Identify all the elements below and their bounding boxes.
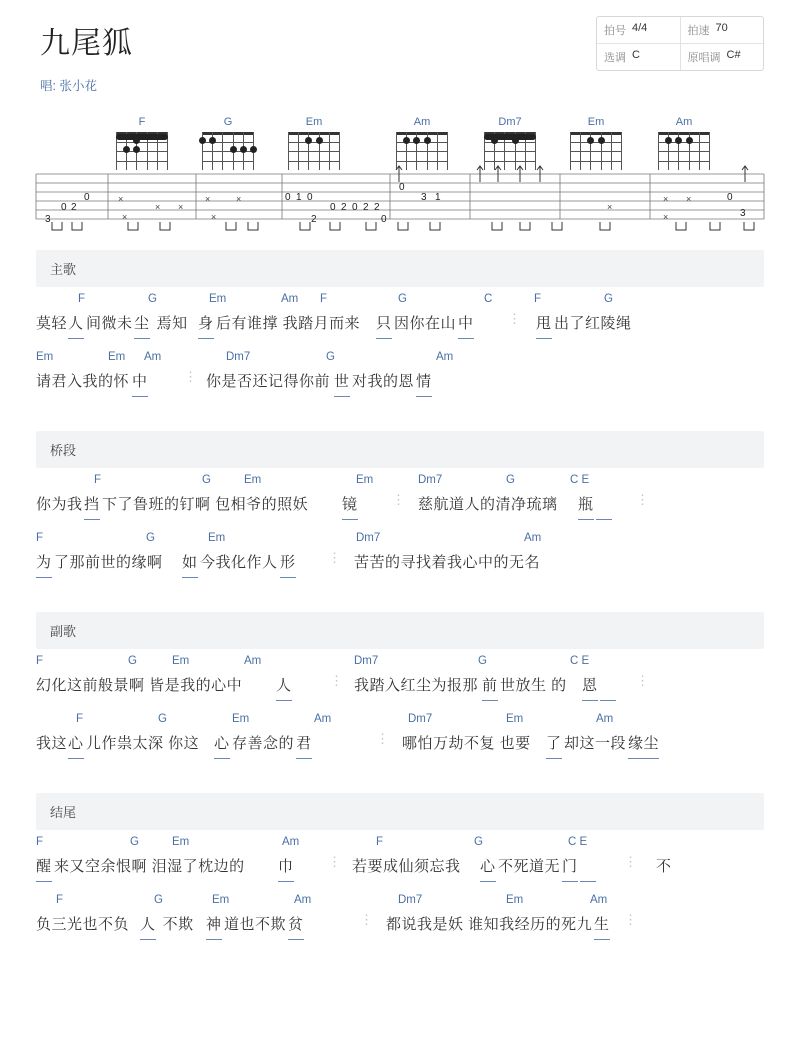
chord-label[interactable]: Am: [314, 713, 332, 725]
chord-label[interactable]: Am: [294, 894, 312, 906]
finger-dot: [250, 146, 257, 153]
finger-dot: [686, 137, 693, 144]
lyric-text: 门: [562, 854, 578, 882]
tab-mute-mark: ×: [122, 212, 128, 222]
rhythm-mark: [330, 222, 340, 230]
lyric-row: [36, 311, 764, 337]
tab-mute-mark: ×: [663, 194, 669, 204]
lyric-row: [36, 673, 764, 699]
lyric-text: 都说我是妖 谁知我经历的死九: [386, 916, 593, 933]
lyric-text: 人: [68, 311, 84, 339]
lyric-text: 巾: [278, 854, 294, 882]
tab-number: 0: [285, 192, 291, 203]
lyric-text: 神: [206, 912, 222, 940]
lyric-text: [580, 854, 596, 882]
rhythm-mark: [552, 222, 562, 230]
tab-mute-mark: ×: [205, 194, 211, 204]
lyric-text: 哪怕万劫不复 也要: [402, 735, 531, 752]
tablature-staff: [0, 164, 800, 244]
chord-diagram-name: G: [223, 116, 233, 128]
tab-number: 3: [740, 208, 746, 219]
lyric-text: 焉知: [152, 315, 188, 332]
meta-box: [596, 16, 764, 71]
chord-label[interactable]: F: [56, 894, 64, 906]
chord-row: [36, 474, 764, 492]
tab-number: 1: [296, 192, 302, 203]
finger-dot: [403, 137, 410, 144]
phrase-separator: [636, 674, 650, 687]
lyric-text: 恩: [582, 673, 598, 701]
section-title: 桥段: [36, 431, 764, 468]
chord-label[interactable]: Em: [212, 894, 230, 906]
chord-label[interactable]: Em: [36, 351, 54, 363]
fret-line: [570, 161, 622, 162]
tab-strip: [0, 116, 800, 246]
finger-dot: [675, 137, 682, 144]
chord-diagram: [478, 116, 542, 170]
fret-line: [396, 151, 448, 152]
lyric-text: 前: [482, 673, 498, 701]
tab-mute-mark: ×: [155, 202, 161, 212]
lyric-text: [600, 673, 616, 701]
chord-label[interactable]: Em: [356, 474, 374, 486]
chord-label[interactable]: G: [478, 655, 487, 667]
chord-label[interactable]: G: [146, 532, 155, 544]
artist-name: 张小花: [59, 79, 97, 93]
fret-line: [288, 161, 340, 162]
chord-label[interactable]: Dm7: [354, 655, 379, 667]
rhythm-mark: [160, 222, 170, 230]
lyric-text: 人: [276, 673, 292, 701]
nut-line: [396, 132, 448, 135]
phrase-separator: [328, 855, 342, 868]
lyric-line: [36, 293, 764, 345]
chord-diagram-name: Dm7: [498, 116, 522, 128]
chord-label[interactable]: G: [604, 293, 613, 305]
lyrics-block: [0, 836, 800, 946]
lyric-text: 莫轻: [36, 315, 68, 332]
tab-number: 2: [363, 202, 369, 213]
chord-label[interactable]: C E: [570, 655, 590, 667]
lyrics-block: [0, 474, 800, 584]
key-label: 原唱调: [687, 52, 721, 64]
lyric-text: 中: [132, 369, 148, 397]
tab-mute-mark: ×: [607, 202, 613, 212]
tab-number: 2: [71, 202, 77, 213]
lyric-text: 存善念的: [232, 735, 295, 752]
finger-dot: [133, 137, 140, 144]
tab-number: 3: [45, 214, 51, 225]
rhythm-mark: [72, 222, 82, 230]
chord-diagram: [110, 116, 174, 170]
lyric-text: 甩: [536, 311, 552, 339]
tab-mute-mark: ×: [236, 194, 242, 204]
lyric-row: [36, 731, 764, 757]
lyric-text: 君: [296, 731, 312, 759]
lyrics-block: [0, 293, 800, 403]
section-title: 主歌: [36, 250, 764, 287]
tab-mute-mark: ×: [118, 194, 124, 204]
lyric-text: 不欺: [158, 916, 194, 933]
lyric-text: 世放生 的: [500, 677, 572, 694]
chord-label[interactable]: Am: [281, 293, 299, 305]
fret-line: [570, 142, 622, 143]
rhythm-mark: [430, 222, 440, 230]
lyric-text: 来又空余恨啊 泪湿了枕边的: [54, 858, 245, 875]
lyric-line: [36, 532, 764, 584]
lyric-line: [36, 351, 764, 403]
chord-label[interactable]: Am: [524, 532, 542, 544]
tab-mute-mark: ×: [686, 194, 692, 204]
fret-line: [116, 161, 168, 162]
sections-container: [0, 250, 800, 946]
chord-label[interactable]: Em: [172, 655, 190, 667]
chord-label[interactable]: G: [158, 713, 167, 725]
chord-label[interactable]: G: [506, 474, 515, 486]
rhythm-mark: [492, 222, 502, 230]
chord-diagram-name: Em: [587, 116, 605, 128]
chord-label[interactable]: Am: [144, 351, 162, 363]
chord-label[interactable]: Em: [506, 894, 524, 906]
lyric-row: [36, 854, 764, 880]
fret-line: [288, 151, 340, 152]
phrase-separator: [624, 913, 638, 926]
chord-label[interactable]: G: [130, 836, 139, 848]
rhythm-mark: [600, 222, 610, 230]
tempo-value: 70: [715, 22, 728, 34]
chord-diagram: [652, 116, 716, 170]
barre-bar: [116, 134, 168, 140]
rhythm-mark: [744, 222, 754, 230]
chord-label[interactable]: Dm7: [408, 713, 433, 725]
key-cell: [680, 44, 764, 70]
fret-line: [484, 161, 536, 162]
chord-row: [36, 655, 764, 673]
fret-line: [658, 161, 710, 162]
rhythm-mark: [710, 222, 720, 230]
lyric-text: 却这一段: [564, 735, 627, 752]
chord-label[interactable]: Am: [436, 351, 454, 363]
phrase-separator: [508, 312, 522, 325]
chord-diagram: [390, 116, 454, 170]
chord-label[interactable]: Am: [244, 655, 262, 667]
chord-label[interactable]: F: [76, 713, 84, 725]
chord-label[interactable]: Dm7: [226, 351, 251, 363]
lyric-text: 我这: [36, 735, 68, 752]
tempo-cell: [680, 17, 764, 43]
chord-label[interactable]: G: [148, 293, 157, 305]
lyric-text: 缘尘: [628, 731, 659, 759]
chord-label[interactable]: G: [128, 655, 137, 667]
capo-value: C: [632, 49, 640, 61]
tab-mute-mark: ×: [211, 212, 217, 222]
tab-number: 2: [374, 202, 380, 213]
chord-label[interactable]: F: [36, 655, 44, 667]
nut-line: [288, 132, 340, 135]
chord-label[interactable]: Em: [208, 532, 226, 544]
lyric-text: 身: [198, 311, 214, 339]
chord-label[interactable]: C: [484, 293, 493, 305]
phrase-separator: [184, 370, 198, 383]
phrase-separator: [624, 855, 638, 868]
lyric-text: [596, 492, 612, 520]
rhythm-mark: [52, 222, 62, 230]
chord-label[interactable]: F: [376, 836, 384, 848]
lyric-text: 只: [376, 311, 392, 339]
chord-row: [36, 836, 764, 854]
chord-label[interactable]: Em: [244, 474, 262, 486]
lyric-text: 挡: [84, 492, 100, 520]
lyric-text: 镜: [342, 492, 358, 520]
nut-line: [202, 132, 254, 135]
rhythm-mark: [398, 222, 408, 230]
phrase-separator: [636, 493, 650, 506]
chord-label[interactable]: Em: [108, 351, 126, 363]
lyric-text: 因你在山: [394, 315, 457, 332]
finger-dot: [587, 137, 594, 144]
nut-line: [658, 132, 710, 135]
chord-label[interactable]: Am: [282, 836, 300, 848]
lyric-text: 请君入我的怀: [36, 373, 130, 390]
chord-label[interactable]: G: [474, 836, 483, 848]
lyric-text: 间微未: [86, 315, 133, 332]
tab-number: 3: [421, 192, 427, 203]
lyric-text: 对我的恩: [352, 373, 415, 390]
finger-dot: [424, 137, 431, 144]
chord-label[interactable]: F: [94, 474, 102, 486]
fret-line: [288, 142, 340, 143]
artist-prefix: 唱:: [40, 79, 56, 93]
page-title: 九尾狐: [40, 27, 133, 60]
lyric-line: [36, 655, 764, 707]
beat-label: 拍号: [604, 25, 626, 37]
chord-label[interactable]: C E: [568, 836, 588, 848]
finger-dot: [199, 137, 206, 144]
chord-label[interactable]: F: [36, 532, 44, 544]
lyric-text: 你是否还记得你前: [206, 373, 331, 390]
chord-label[interactable]: Am: [596, 713, 614, 725]
chord-row: [36, 532, 764, 550]
finger-dot: [305, 137, 312, 144]
tab-number: 0: [330, 202, 336, 213]
rhythm-mark: [520, 222, 530, 230]
lyric-row: [36, 550, 764, 576]
chord-label[interactable]: G: [398, 293, 407, 305]
rhythm-mark: [300, 222, 310, 230]
lyric-text: 后有谁撑 我踏月而来: [216, 315, 361, 332]
chord-label[interactable]: F: [36, 836, 44, 848]
tempo-label: 拍速: [687, 25, 710, 37]
tab-mute-mark: ×: [663, 212, 669, 222]
chord-label[interactable]: F: [78, 293, 86, 305]
lyric-text: 世: [334, 369, 350, 397]
rhythm-mark: [676, 222, 686, 230]
meta-row-top: [597, 17, 763, 43]
lyric-text: 瓶: [578, 492, 594, 520]
tab-number: 0: [84, 192, 90, 203]
finger-dot: [316, 137, 323, 144]
finger-dot: [598, 137, 605, 144]
lyric-text: 心: [214, 731, 230, 759]
rhythm-mark: [248, 222, 258, 230]
lyric-text: 我踏入红尘为报那: [354, 677, 479, 694]
lyric-text: 儿作祟太深 你这: [86, 735, 200, 752]
fret-line: [202, 161, 254, 162]
chord-label[interactable]: Em: [232, 713, 250, 725]
lyric-text: 如: [182, 550, 198, 578]
header: [0, 0, 800, 94]
section-title: 副歌: [36, 612, 764, 649]
artist-line: [40, 76, 760, 94]
chord-label[interactable]: Dm7: [356, 532, 381, 544]
capo-cell[interactable]: [597, 44, 680, 70]
beat-value: 4/4: [632, 22, 648, 34]
chord-label[interactable]: Em: [209, 293, 227, 305]
chord-diagram: [564, 116, 628, 170]
tab-number: 2: [341, 202, 347, 213]
chord-row: [36, 894, 764, 912]
lyric-text: 了那前世的缘啊: [54, 554, 168, 571]
chord-row: [36, 351, 764, 369]
lyric-text: 道也不欺: [224, 916, 287, 933]
rhythm-mark: [366, 222, 376, 230]
chord-label[interactable]: Em: [172, 836, 190, 848]
chord-diagram: [196, 116, 260, 170]
lyric-text: 苦苦的寻找着我心中的无名: [354, 554, 541, 571]
phrase-separator: [330, 674, 344, 687]
chord-label[interactable]: G: [202, 474, 211, 486]
meta-row-bottom: [597, 43, 763, 70]
lyric-text: 了: [546, 731, 562, 759]
tab-number: 1: [435, 192, 441, 203]
lyric-text: 不死道无: [498, 858, 561, 875]
finger-dot: [491, 137, 498, 144]
finger-dot: [413, 137, 420, 144]
lyric-text: 醒: [36, 854, 52, 882]
chord-diagram-name: Am: [413, 116, 431, 128]
section-title: 结尾: [36, 793, 764, 830]
chord-label[interactable]: Dm7: [418, 474, 443, 486]
chord-diagram-name: F: [138, 116, 146, 128]
tab-number: 0: [61, 202, 67, 213]
lyric-line: [36, 894, 764, 946]
chord-label[interactable]: Dm7: [398, 894, 423, 906]
lyric-text: 中: [458, 311, 474, 339]
tab-number: 0: [307, 192, 313, 203]
nut-line: [570, 132, 622, 135]
lyric-row: [36, 369, 764, 395]
finger-dot: [512, 137, 519, 144]
chord-label[interactable]: Em: [506, 713, 524, 725]
lyric-text: 为: [36, 550, 52, 578]
lyric-text: 生: [594, 912, 610, 940]
finger-dot: [240, 146, 247, 153]
chord-label[interactable]: Am: [590, 894, 608, 906]
lyric-row: [36, 912, 764, 938]
lyric-text: 心: [480, 854, 496, 882]
lyric-row: [36, 492, 764, 518]
lyric-text: 今我化作人: [200, 554, 278, 571]
beat-cell: [597, 17, 680, 43]
tab-number: 0: [381, 214, 387, 225]
chord-label[interactable]: G: [326, 351, 335, 363]
tab-number: 0: [727, 192, 733, 203]
lyric-text: 贫: [288, 912, 304, 940]
capo-label: 选调: [604, 52, 626, 64]
lyric-text: 心: [68, 731, 84, 759]
rhythm-mark: [128, 222, 138, 230]
lyric-text: 负三光也不负: [36, 916, 130, 933]
chord-row: [36, 713, 764, 731]
tab-mute-mark: ×: [178, 202, 184, 212]
chord-diagram: [282, 116, 346, 170]
chord-label[interactable]: G: [154, 894, 163, 906]
fret-line: [116, 142, 168, 143]
fret-line: [396, 161, 448, 162]
lyric-text: 幻化这前般景啊 皆是我的心中: [36, 677, 243, 694]
lyric-text: 下了鲁班的钉啊 包相爷的照妖: [102, 496, 309, 513]
chord-row: [36, 293, 764, 311]
lyric-text: 不: [656, 858, 672, 875]
chord-label[interactable]: F: [534, 293, 542, 305]
chord-label[interactable]: C E: [570, 474, 590, 486]
lyric-text: 出了红陵绳: [554, 315, 632, 332]
lyric-text: 形: [280, 550, 296, 578]
chord-label[interactable]: F: [320, 293, 328, 305]
lyric-text: 你为我: [36, 496, 83, 513]
key-value: C#: [726, 49, 741, 61]
lyric-text: 慈航道人的清净琉璃: [418, 496, 563, 513]
phrase-separator: [360, 913, 374, 926]
tab-number: 0: [352, 202, 358, 213]
fret-line: [570, 151, 622, 152]
lyric-text: 情: [416, 369, 432, 397]
fret-line: [484, 151, 536, 152]
chord-diagram-name: Em: [305, 116, 323, 128]
lyric-line: [36, 474, 764, 526]
phrase-separator: [392, 493, 406, 506]
rhythm-mark: [226, 222, 236, 230]
tab-number: 2: [311, 214, 317, 225]
lyric-text: 若要成仙须忘我: [352, 858, 466, 875]
fret-line: [658, 151, 710, 152]
lyric-line: [36, 836, 764, 888]
phrase-separator: [376, 732, 390, 745]
tab-number: 0: [399, 182, 405, 193]
lyrics-block: [0, 655, 800, 765]
lyric-line: [36, 713, 764, 765]
lyric-text: 尘: [134, 311, 150, 339]
finger-dot: [209, 137, 216, 144]
finger-dot: [665, 137, 672, 144]
finger-dot: [230, 146, 237, 153]
phrase-separator: [328, 551, 342, 564]
chord-diagram-name: Am: [675, 116, 693, 128]
lyric-text: 人: [140, 912, 156, 940]
